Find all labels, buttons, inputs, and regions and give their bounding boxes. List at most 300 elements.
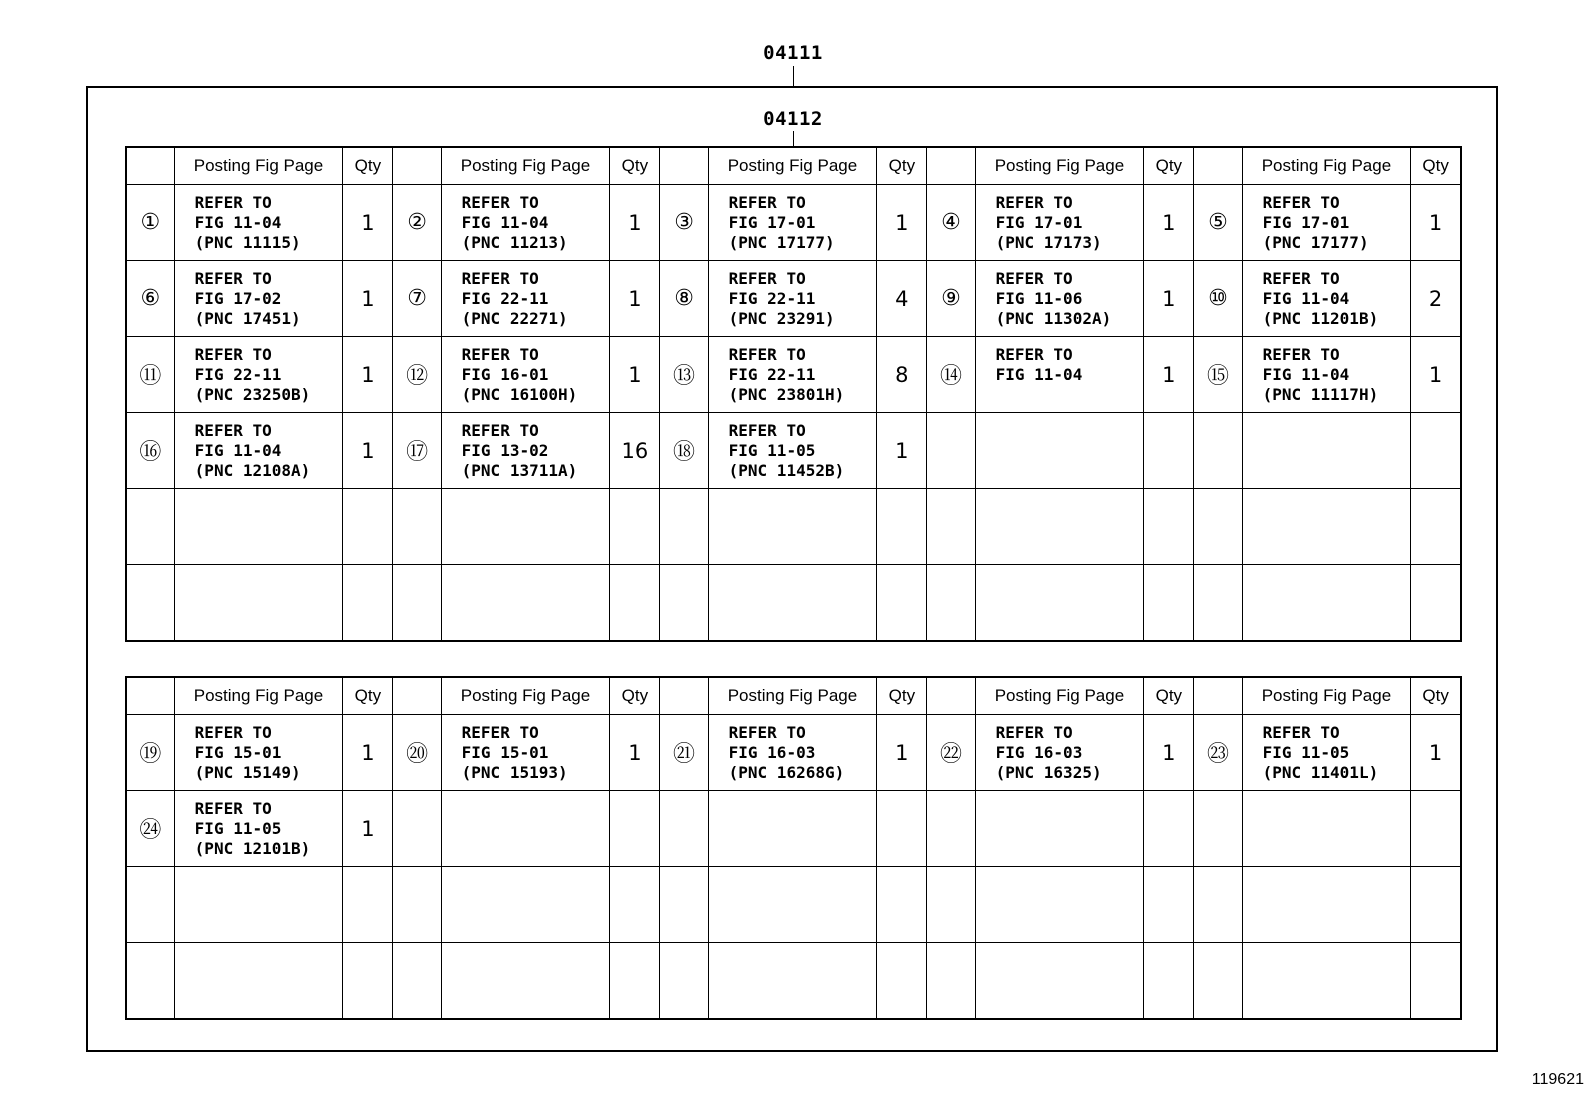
posting-reference (708, 565, 877, 641)
table-row (126, 791, 1461, 867)
header-row (126, 147, 1461, 185)
reference-line: (PNC 15149) (194, 762, 301, 782)
reference-line: FIG 17-01 (728, 212, 816, 232)
header-qty: Qty (877, 677, 927, 715)
quantity: 1 (1144, 185, 1194, 261)
reference-line (996, 895, 1144, 915)
header-qty: Qty (1144, 147, 1194, 185)
reference-line: (PNC 23291) (728, 308, 835, 328)
reference-line: FIG 16-03 (995, 742, 1083, 762)
reference-line (729, 875, 877, 895)
quantity (610, 565, 660, 641)
callout-number (1194, 867, 1242, 943)
reference-line (1263, 950, 1411, 970)
reference-line (1263, 537, 1411, 557)
reference-line: REFER TO (194, 798, 272, 818)
reference-line: REFER TO (995, 722, 1073, 742)
quantity: 8 (877, 337, 927, 413)
header-index-cell (660, 677, 708, 715)
callout-number (393, 565, 441, 641)
header-qty: Qty (343, 677, 393, 715)
quantity: 16 (610, 413, 660, 489)
reference-line: REFER TO (1262, 344, 1340, 364)
posting-reference (1242, 261, 1411, 337)
reference-line: (PNC 17451) (194, 308, 301, 328)
posting-reference (1242, 337, 1411, 413)
reference-line: FIG 22-11 (728, 364, 816, 384)
callout-number (927, 413, 975, 489)
callout-number (927, 791, 975, 867)
posting-reference (174, 337, 343, 413)
reference-line: REFER TO (728, 192, 806, 212)
quantity (877, 791, 927, 867)
reference-line: (PNC 22271) (461, 308, 568, 328)
posting-reference (1242, 867, 1411, 943)
quantity: 1 (877, 413, 927, 489)
reference-line (729, 592, 877, 612)
callout-number: ㉓ (1194, 715, 1242, 791)
reference-line (1263, 819, 1411, 839)
header-qty: Qty (610, 677, 660, 715)
callout-number: ⑳ (393, 715, 441, 791)
reference-line (195, 537, 343, 557)
quantity (877, 867, 927, 943)
reference-line (996, 441, 1144, 461)
table-row (126, 489, 1461, 565)
header-posting-fig-page: Posting Fig Page (975, 677, 1144, 715)
reference-line (996, 819, 1144, 839)
reference-line: REFER TO (1262, 722, 1340, 742)
callout-number (1194, 565, 1242, 641)
posting-reference (441, 943, 610, 1019)
reference-line (195, 612, 343, 632)
reference-line (462, 612, 610, 632)
callout-number (660, 791, 708, 867)
reference-line (195, 895, 343, 915)
reference-line: (PNC 11401L) (1262, 762, 1379, 782)
quantity (1144, 791, 1194, 867)
reference-line (996, 799, 1144, 819)
reference-line: (PNC 11115) (194, 232, 301, 252)
posting-reference (441, 337, 610, 413)
reference-line: REFER TO (461, 722, 539, 742)
quantity (343, 867, 393, 943)
reference-line: REFER TO (728, 268, 806, 288)
reference-line (1263, 497, 1411, 517)
reference-line (195, 497, 343, 517)
posting-reference (708, 337, 877, 413)
reference-line: REFER TO (194, 268, 272, 288)
table-row (126, 715, 1461, 791)
posting-reference (708, 715, 877, 791)
reference-line: REFER TO (194, 344, 272, 364)
reference-line: FIG 15-01 (461, 742, 549, 762)
reference-line: REFER TO (194, 192, 272, 212)
reference-line: FIG 22-11 (728, 288, 816, 308)
header-posting-fig-page: Posting Fig Page (708, 147, 877, 185)
reference-line (1263, 517, 1411, 537)
reference-line: (PNC 11117H) (1262, 384, 1379, 404)
callout-number: ⑭ (927, 337, 975, 413)
reference-line: FIG 11-05 (728, 440, 816, 460)
quantity: 1 (1411, 185, 1461, 261)
callout-number (660, 489, 708, 565)
header-posting-fig-page: Posting Fig Page (441, 677, 610, 715)
callout-number (1194, 413, 1242, 489)
quantity: 1 (343, 337, 393, 413)
posting-reference (441, 791, 610, 867)
posting-reference (174, 261, 343, 337)
callout-number (393, 943, 441, 1019)
reference-line (1263, 572, 1411, 592)
reference-line: (PNC 23250B) (194, 384, 311, 404)
table-row (126, 867, 1461, 943)
quantity: 1 (343, 791, 393, 867)
callout-number (927, 943, 975, 1019)
posting-reference (708, 489, 877, 565)
reference-line: REFER TO (728, 722, 806, 742)
reference-line: REFER TO (728, 420, 806, 440)
header-row (126, 677, 1461, 715)
reference-line (462, 592, 610, 612)
quantity: 1 (610, 261, 660, 337)
callout-number (660, 565, 708, 641)
reference-line: FIG 11-04 (194, 440, 282, 460)
reference-line (729, 970, 877, 990)
callout-number: ⑰ (393, 413, 441, 489)
reference-line (195, 970, 343, 990)
callout-number (660, 943, 708, 1019)
reference-line (729, 950, 877, 970)
callout-number: ⑮ (1194, 337, 1242, 413)
reference-line: (PNC 11452B) (728, 460, 845, 480)
reference-line (729, 612, 877, 632)
reference-line (462, 895, 610, 915)
reference-line: REFER TO (995, 192, 1073, 212)
quantity: 1 (1144, 261, 1194, 337)
reference-line (996, 421, 1144, 441)
reference-line: REFER TO (461, 420, 539, 440)
callout-number: ⑦ (393, 261, 441, 337)
callout-number (126, 943, 174, 1019)
reference-line: FIG 15-01 (194, 742, 282, 762)
posting-reference (441, 565, 610, 641)
outer-assembly-label: 04111 (763, 42, 823, 64)
reference-line (462, 572, 610, 592)
reference-line: (PNC 16268G) (728, 762, 845, 782)
quantity (610, 867, 660, 943)
quantity (877, 943, 927, 1019)
posting-reference (1242, 715, 1411, 791)
quantity (610, 943, 660, 1019)
header-index-cell (393, 147, 441, 185)
callout-number: ⑧ (660, 261, 708, 337)
reference-line: (PNC 11213) (461, 232, 568, 252)
reference-line (1263, 915, 1411, 935)
callout-number: ⑱ (660, 413, 708, 489)
posting-reference (441, 715, 610, 791)
quantity (1144, 867, 1194, 943)
header-index-cell (660, 147, 708, 185)
posting-reference (975, 791, 1144, 867)
header-qty: Qty (343, 147, 393, 185)
posting-reference (174, 867, 343, 943)
posting-reference (708, 867, 877, 943)
header-posting-fig-page: Posting Fig Page (174, 147, 343, 185)
posting-reference (708, 185, 877, 261)
reference-line: FIG 22-11 (194, 364, 282, 384)
reference-line (1263, 839, 1411, 859)
reference-line: REFER TO (1262, 268, 1340, 288)
reference-line (996, 915, 1144, 935)
reference-line (996, 990, 1144, 1010)
reference-line (195, 572, 343, 592)
callout-number (1194, 943, 1242, 1019)
reference-line: FIG 16-03 (728, 742, 816, 762)
reference-line: (PNC 16325) (995, 762, 1102, 782)
quantity (1411, 867, 1461, 943)
posting-reference (441, 413, 610, 489)
reference-line: FIG 17-02 (194, 288, 282, 308)
posting-reference (174, 791, 343, 867)
quantity (343, 565, 393, 641)
callout-number (393, 791, 441, 867)
reference-line: REFER TO (995, 268, 1073, 288)
reference-line (462, 970, 610, 990)
quantity (877, 565, 927, 641)
reference-line: (PNC 17173) (995, 232, 1102, 252)
reference-line (1263, 875, 1411, 895)
callout-number: ② (393, 185, 441, 261)
callout-number: ⑤ (1194, 185, 1242, 261)
posting-reference (708, 261, 877, 337)
quantity (1144, 943, 1194, 1019)
reference-line (996, 970, 1144, 990)
reference-line (1263, 895, 1411, 915)
callout-number (927, 489, 975, 565)
posting-reference (441, 261, 610, 337)
quantity (610, 489, 660, 565)
reference-line (1263, 970, 1411, 990)
header-index-cell (1194, 147, 1242, 185)
reference-line: (PNC 17177) (728, 232, 835, 252)
reference-line (462, 537, 610, 557)
table-row (126, 337, 1461, 413)
quantity: 2 (1411, 261, 1461, 337)
reference-line: FIG 11-04 (461, 212, 549, 232)
callout-number: ⑩ (1194, 261, 1242, 337)
header-index-cell (393, 677, 441, 715)
reference-line (195, 915, 343, 935)
callout-number: ⑥ (126, 261, 174, 337)
reference-line (195, 990, 343, 1010)
header-posting-fig-page: Posting Fig Page (441, 147, 610, 185)
header-index-cell (927, 677, 975, 715)
reference-line (996, 572, 1144, 592)
reference-line (195, 517, 343, 537)
reference-line (996, 461, 1144, 481)
posting-reference (708, 943, 877, 1019)
quantity (1411, 413, 1461, 489)
callout-number (126, 867, 174, 943)
illustration-id: 119621 (1531, 1071, 1584, 1088)
callout-number (660, 867, 708, 943)
header-qty: Qty (1411, 677, 1461, 715)
reference-line (996, 875, 1144, 895)
callout-number (126, 565, 174, 641)
quantity: 1 (610, 185, 660, 261)
callout-number: ③ (660, 185, 708, 261)
reference-line (1263, 441, 1411, 461)
reference-line: REFER TO (194, 420, 272, 440)
reference-line: (PNC 23801H) (728, 384, 845, 404)
reference-line: FIG 11-04 (1262, 288, 1350, 308)
header-index-cell (126, 147, 174, 185)
reference-line (462, 915, 610, 935)
callout-number: ⑲ (126, 715, 174, 791)
inner-leader-line (793, 131, 794, 146)
posting-table-upper (125, 146, 1462, 642)
reference-line (729, 497, 877, 517)
posting-reference (1242, 791, 1411, 867)
table-row (126, 943, 1461, 1019)
reference-line: (PNC 11302A) (995, 308, 1112, 328)
reference-line: REFER TO (461, 344, 539, 364)
reference-line (195, 592, 343, 612)
posting-reference (708, 791, 877, 867)
posting-reference (975, 565, 1144, 641)
reference-line: REFER TO (728, 344, 806, 364)
reference-line (996, 497, 1144, 517)
posting-reference (174, 715, 343, 791)
posting-reference (1242, 413, 1411, 489)
quantity: 1 (1411, 715, 1461, 791)
reference-line (996, 517, 1144, 537)
reference-line: (PNC 16100H) (461, 384, 578, 404)
inner-assembly-label: 04112 (763, 108, 823, 130)
posting-reference (975, 337, 1144, 413)
reference-line (1263, 421, 1411, 441)
header-index-cell (126, 677, 174, 715)
reference-line (729, 839, 877, 859)
reference-line (462, 799, 610, 819)
quantity: 4 (877, 261, 927, 337)
posting-reference (174, 943, 343, 1019)
quantity: 1 (343, 185, 393, 261)
quantity: 1 (877, 185, 927, 261)
quantity (1144, 565, 1194, 641)
reference-line (729, 895, 877, 915)
posting-reference (441, 867, 610, 943)
quantity: 1 (1144, 715, 1194, 791)
reference-line: FIG 11-05 (1262, 742, 1350, 762)
posting-reference (708, 413, 877, 489)
callout-number (927, 867, 975, 943)
header-qty: Qty (877, 147, 927, 185)
posting-reference (975, 943, 1144, 1019)
reference-line (462, 875, 610, 895)
reference-line: FIG 16-01 (461, 364, 549, 384)
reference-line (729, 915, 877, 935)
posting-reference (975, 261, 1144, 337)
posting-reference (441, 185, 610, 261)
reference-line (195, 950, 343, 970)
callout-number (126, 489, 174, 565)
reference-line: REFER TO (461, 192, 539, 212)
reference-line (1263, 461, 1411, 481)
quantity: 1 (343, 715, 393, 791)
posting-reference (174, 489, 343, 565)
reference-line (729, 819, 877, 839)
reference-line: REFER TO (1262, 192, 1340, 212)
reference-line: FIG 22-11 (461, 288, 549, 308)
quantity: 1 (1144, 337, 1194, 413)
header-index-cell (1194, 677, 1242, 715)
reference-line: FIG 11-06 (995, 288, 1083, 308)
reference-line: (PNC 17177) (1262, 232, 1369, 252)
posting-reference (174, 565, 343, 641)
posting-reference (1242, 943, 1411, 1019)
reference-line: FIG 17-01 (1262, 212, 1350, 232)
posting-reference (975, 489, 1144, 565)
reference-line: REFER TO (461, 268, 539, 288)
quantity (877, 489, 927, 565)
posting-reference (975, 413, 1144, 489)
callout-number: ⑯ (126, 413, 174, 489)
reference-line (996, 612, 1144, 632)
header-qty: Qty (1411, 147, 1461, 185)
reference-line (462, 839, 610, 859)
quantity (610, 791, 660, 867)
reference-line (729, 537, 877, 557)
posting-reference (1242, 489, 1411, 565)
posting-reference (1242, 565, 1411, 641)
reference-line (462, 990, 610, 1010)
header-posting-fig-page: Posting Fig Page (1242, 677, 1411, 715)
callout-number: ㉑ (660, 715, 708, 791)
posting-reference (174, 185, 343, 261)
reference-line: (PNC 12101B) (194, 838, 311, 858)
reference-line: (PNC 13711A) (461, 460, 578, 480)
header-posting-fig-page: Posting Fig Page (1242, 147, 1411, 185)
reference-line: (PNC 12108A) (194, 460, 311, 480)
posting-reference (441, 489, 610, 565)
reference-line (996, 537, 1144, 557)
quantity: 1 (343, 261, 393, 337)
callout-number (393, 867, 441, 943)
callout-number: ① (126, 185, 174, 261)
posting-reference (1242, 185, 1411, 261)
reference-line (462, 819, 610, 839)
header-qty: Qty (610, 147, 660, 185)
quantity (343, 489, 393, 565)
reference-line: FIG 13-02 (461, 440, 549, 460)
reference-line (1263, 990, 1411, 1010)
reference-line: FIG 17-01 (995, 212, 1083, 232)
table-row (126, 185, 1461, 261)
callout-number: ⑫ (393, 337, 441, 413)
quantity (1411, 791, 1461, 867)
reference-line (462, 497, 610, 517)
reference-line (1263, 799, 1411, 819)
quantity (1411, 489, 1461, 565)
posting-reference (975, 185, 1144, 261)
reference-line (462, 517, 610, 537)
table-row (126, 565, 1461, 641)
callout-number (1194, 489, 1242, 565)
quantity (1411, 565, 1461, 641)
callout-number: ④ (927, 185, 975, 261)
